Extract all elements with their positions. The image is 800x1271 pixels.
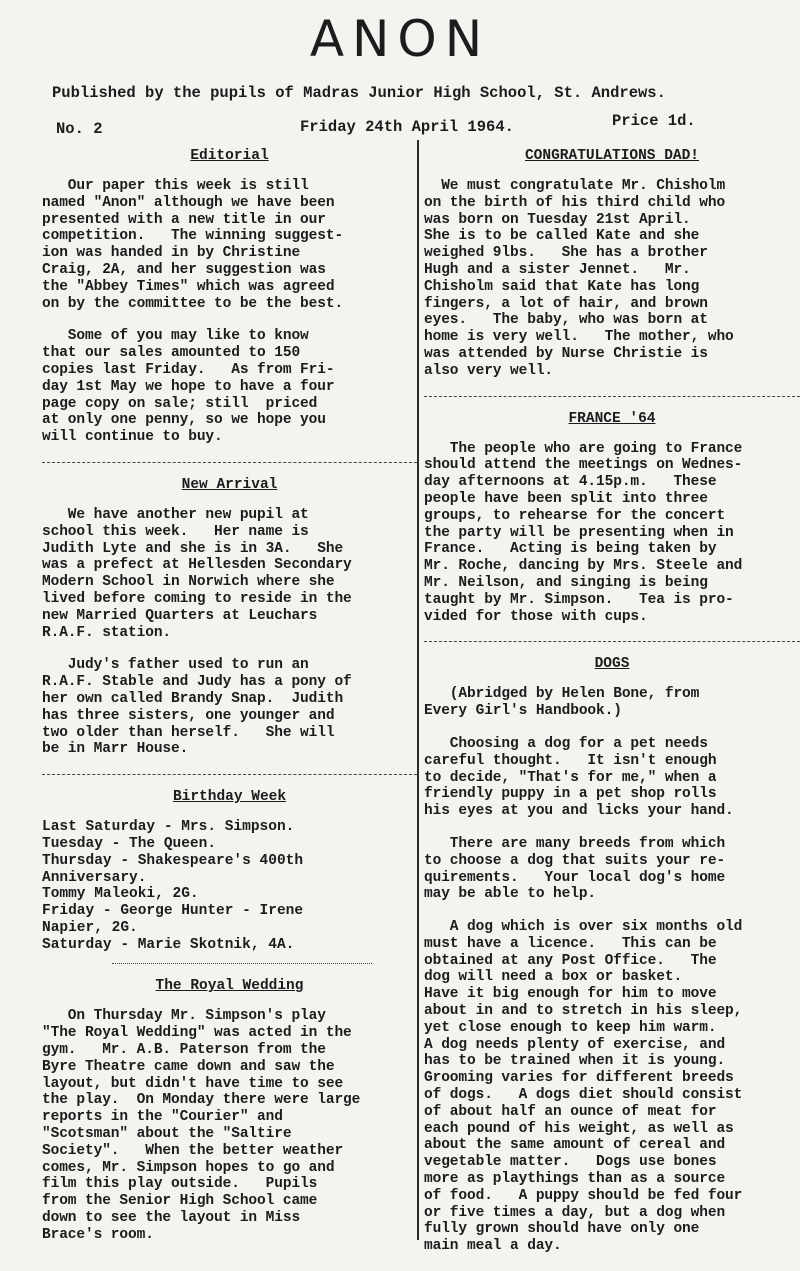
- royal-wedding-heading: The Royal Wedding: [155, 978, 304, 995]
- issue-date: Friday 24th April 1964.: [300, 118, 514, 136]
- congratulations-article: [424, 148, 800, 380]
- royal-wedding-paragraph: On Thursday Mr. Simpson's play "The Royal Wedding" was acted in the gym. Mr. A.B. Paterson from the Byre Theatre came down and saw the layout, but didn't have time to see the play. On Monday there were large reports in the "Courier" and "Scotsman" about the "Saltire Society". When the better weather comes, Mr. Simpson hopes to go and film this play outside. Pupils from the Senior High School came down to see the layout in Miss Brace's room.: [42, 1008, 361, 1243]
- new-arrival-heading: New Arrival: [181, 476, 278, 493]
- birthday-item: Tuesday - The Queen.: [42, 835, 217, 852]
- section-divider: [42, 774, 417, 775]
- royal-wedding-article: [42, 978, 417, 1243]
- congratulations-paragraph: We must congratulate Mr. Chisholm on the birth of his third child who was born on Tuesday 21st April. She is to be called Kate and she weighed 9lbs. She has a brother Hugh and a sister Jennet. Mr. Chisholm said that Kate has long fingers, a lot of hair, and brown eyes. The baby, who was born at home is very well. The mother, who was attended by Nurse Christie is also very well.: [424, 178, 734, 379]
- new-arrival-article: [42, 477, 417, 758]
- right-column: [424, 148, 800, 1271]
- france-article: [424, 411, 800, 626]
- editorial-paragraph: Some of you may like to know that our sales amounted to 150 copies last Friday. As from Fri- day 1st May we hope to have a four page copy on sale; still priced at only one penny, so we hope you will continue to buy.: [42, 328, 335, 446]
- new-arrival-paragraph: We have another new pupil at school this week. Her name is Judith Lyte and she is in 3A. She was a prefect at Hellesden Secondary Modern School in Norwich where she lived before coming to reside in the new Married Quarters at Leuchars R.A.F. station.: [42, 506, 352, 641]
- editorial-article: [42, 148, 417, 446]
- dogs-article: [424, 656, 800, 1255]
- dogs-paragraph: Choosing a dog for a pet needs careful thought. It isn't enough to decide, "That's for me," when a friendly puppy in a pet shop rolls his eyes at you and licks your hand.: [424, 735, 734, 820]
- birthday-item: Napier, 2G.: [42, 919, 138, 936]
- birthday-week-heading: Birthday Week: [172, 789, 287, 806]
- masthead-title: ANON: [309, 10, 491, 68]
- france-paragraph: The people who are going to France should attend the meetings on Wednes- day afternoons at 4.15p.m. These people have been split into three groups, to rehearse for the concert the party will be presenting when in France. Acting is being taken by Mr. Roche, dancing by Mrs. Steele and Mr. Neilson, and singing is being taught by Mr. Simpson. Tea is pro- vided for those with cups.: [424, 440, 743, 625]
- birthday-list: [42, 819, 417, 953]
- birthday-item: Thursday - Shakespeare's 400th: [42, 852, 304, 869]
- congratulations-heading: CONGRATULATIONS DAD!: [524, 148, 700, 164]
- section-divider: [42, 462, 417, 463]
- birthday-item: Friday - George Hunter - Irene: [42, 903, 304, 920]
- dogs-paragraph: (Abridged by Helen Bone, from Every Girl's Handbook.): [424, 686, 700, 720]
- birthday-item: Tommy Maleoki, 2G.: [42, 886, 199, 903]
- birthday-item: Last Saturday - Mrs. Simpson.: [42, 819, 295, 836]
- birthday-item: Anniversary.: [42, 869, 147, 886]
- editorial-paragraph: Our paper this week is still named "Anon" although we have been presented with a new title in our competition. The winning suggest- ion was handed in by Christine Craig, 2A, and her suggestion was the "Abbey Times" which was agreed on by the committee to be the best.: [42, 178, 344, 312]
- section-divider: [424, 641, 800, 642]
- france-heading: FRANCE '64: [568, 410, 656, 427]
- dogs-paragraph: A dog which is over six months old must have a licence. This can be obtained at any Post Office. The dog will need a box or basket. Have it big enough for him to move about in and to stretch in his sleep, yet close enough to keep him warm. A dog needs plenty of exercise, and has to be trained when it is young. Grooming varies for different breeds of dogs. A dogs diet should consist of about half an ounce of meat for each pound of his weight, as well as about the same amount of cereal and vegetable matter. Dogs use bones more as playthings than as a source of food. A puppy should be fed four or five times a day, but a dog when fully grown should have only one main meal a day.: [424, 919, 743, 1255]
- section-divider: [424, 396, 800, 397]
- editorial-heading: Editorial: [190, 148, 269, 164]
- birthday-item: Saturday - Marie Skotnik, 4A.: [42, 936, 295, 953]
- section-divider: [112, 963, 372, 964]
- birthday-week-article: [42, 789, 417, 953]
- issue-number: No. 2: [56, 120, 103, 138]
- left-column: [42, 148, 417, 1260]
- column-divider: [417, 140, 419, 1240]
- issue-price: Price 1d.: [612, 112, 696, 130]
- publisher-line: Published by the pupils of Madras Junior High School, St. Andrews.: [52, 84, 666, 102]
- dogs-heading: DOGS: [594, 656, 630, 673]
- dogs-paragraph: There are many breeds from which to choose a dog that suits your re- quirements. Your local dog's home may be able to help.: [424, 835, 726, 903]
- new-arrival-paragraph: Judy's father used to run an R.A.F. Stable and Judy has a pony of her own called Brandy Snap. Judith has three sisters, one younger and two older than herself. She will be in Marr House.: [42, 657, 352, 758]
